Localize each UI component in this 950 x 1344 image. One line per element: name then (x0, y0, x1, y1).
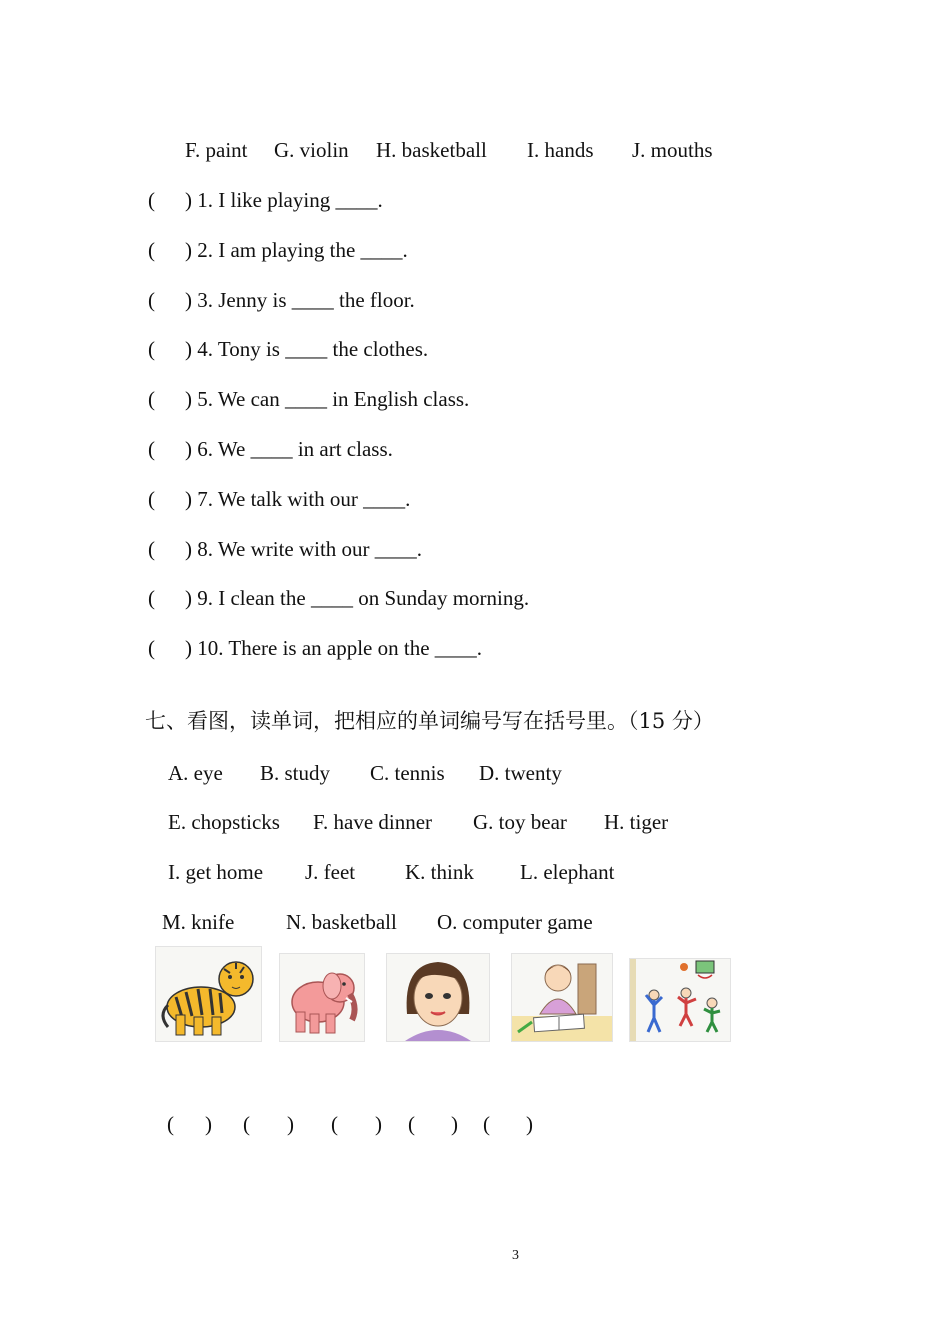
answer-paren-open: ( (148, 188, 155, 212)
answer-paren-5-open: ( (483, 1112, 490, 1136)
question-7: ) 7. We talk with our ____. (185, 487, 411, 511)
answer-paren-open: ( (148, 238, 155, 262)
answer-paren-1-open: ( (167, 1112, 174, 1136)
question-5: ) 5. We can ____ in English class. (185, 387, 470, 411)
option-f: F. have dinner (313, 810, 433, 834)
option-m: M. knife (162, 910, 235, 934)
option-j: J. feet (305, 860, 356, 884)
question-1: ) 1. I like playing ____. (185, 188, 383, 212)
girl-face-picture (386, 953, 490, 1042)
option-l: L. elephant (520, 860, 615, 884)
section-7-heading: 七、看图，读单词，把相应的单词编号写在括号里。（15 分） (145, 709, 714, 733)
question-9: ) 9. I clean the ____ on Sunday morning. (185, 586, 530, 610)
word-bank-f: F. paint (185, 138, 248, 162)
answer-paren-open: ( (148, 387, 155, 411)
answer-paren-open: ( (148, 337, 155, 361)
answer-paren-3-open: ( (331, 1112, 338, 1136)
page-number: 3 (512, 1248, 519, 1263)
option-b: B. study (260, 761, 331, 785)
question-3: ) 3. Jenny is ____ the floor. (185, 288, 415, 312)
girl-studying-picture (511, 953, 613, 1042)
answer-paren-open: ( (148, 487, 155, 511)
option-n: N. basketball (286, 910, 397, 934)
question-4: ) 4. Tony is ____ the clothes. (185, 337, 429, 361)
kids-basketball-picture (629, 958, 731, 1042)
option-h: H. tiger (604, 810, 669, 834)
answer-paren-open: ( (148, 288, 155, 312)
elephant-picture (279, 953, 365, 1042)
answer-paren-5-close: ) (526, 1112, 533, 1136)
answer-paren-open: ( (148, 537, 155, 561)
word-bank-h: H. basketball (376, 138, 487, 162)
answer-paren-1-close: ) (205, 1112, 212, 1136)
answer-paren-3-close: ) (375, 1112, 382, 1136)
word-bank-j: J. mouths (632, 138, 713, 162)
answer-paren-2-open: ( (243, 1112, 250, 1136)
option-a: A. eye (168, 761, 223, 785)
answer-paren-open: ( (148, 636, 155, 660)
option-e: E. chopsticks (168, 810, 280, 834)
option-i: I. get home (168, 860, 264, 884)
option-g: G. toy bear (473, 810, 567, 834)
question-8: ) 8. We write with our ____. (185, 537, 423, 561)
option-d: D. twenty (479, 761, 562, 785)
answer-paren-open: ( (148, 437, 155, 461)
question-6: ) 6. We ____ in art class. (185, 437, 393, 461)
answer-paren-open: ( (148, 586, 155, 610)
answer-paren-4-close: ) (451, 1112, 458, 1136)
question-2: ) 2. I am playing the ____. (185, 238, 408, 262)
word-bank-g: G. violin (274, 138, 349, 162)
option-c: C. tennis (370, 761, 445, 785)
answer-paren-4-open: ( (408, 1112, 415, 1136)
word-bank-i: I. hands (527, 138, 594, 162)
tiger-picture (155, 946, 262, 1042)
option-o: O. computer game (437, 910, 593, 934)
option-k: K. think (405, 860, 474, 884)
question-10: ) 10. There is an apple on the ____. (185, 636, 483, 660)
answer-paren-2-close: ) (287, 1112, 294, 1136)
